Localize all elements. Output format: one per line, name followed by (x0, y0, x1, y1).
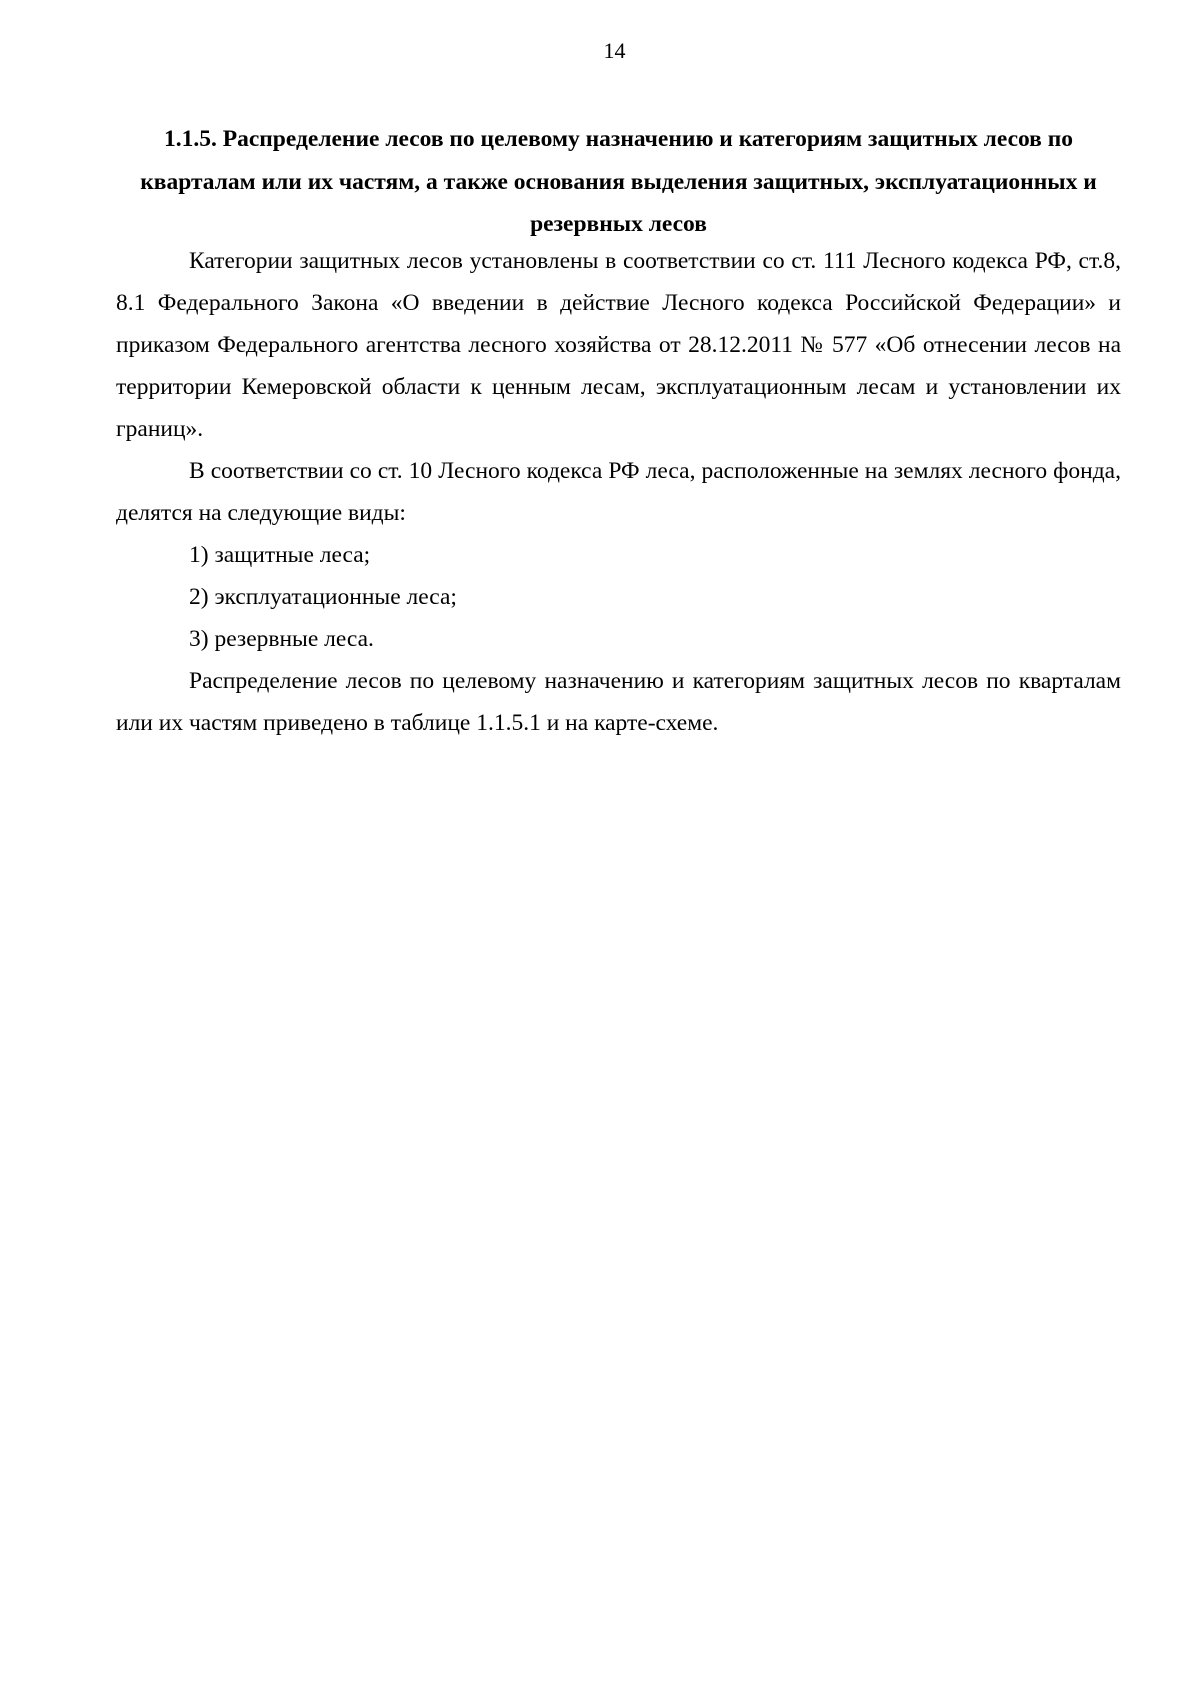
paragraph-categories: Категории защитных лесов установлены в соответствии со ст. 111 Лесного кодекса РФ, ст.8, 8.1 Федерального Закона «О введении в действие Лесного кодекса Российской Федерации» и приказом Федерального агентства лесного хозяйства от 28.12.2011 № 577 «Об отнесении лесов на территории Кемеровской области к ценным лесам, эксплуатационным лесам и установлении их границ». (116, 248, 1121, 442)
page-number: 14 (603, 38, 626, 63)
paragraph-distribution: Распределение лесов по целевому назначению и категориям защитных лесов по кварталам или их частям приведено в таблице 1.1.5.1 и на карте-схеме. (116, 668, 1121, 736)
section-heading: 1.1.5. Распределение лесов по целевому назначению и категориям защитных лесов по кварталам или их частям, а также основания выделения защитных, эксплуатационных и резервных лесов (140, 126, 1097, 237)
paragraph-forest-types-intro: В соответствии со ст. 10 Лесного кодекса РФ леса, расположенные на землях лесного фонда, делятся на следующие виды: (116, 458, 1121, 526)
list-item-exploitation: 2) эксплуатационные леса; (189, 584, 457, 610)
list-item-protective: 1) защитные леса; (189, 542, 371, 568)
document-body (116, 240, 1121, 744)
list-item-reserve: 3) резервные леса. (189, 626, 374, 652)
